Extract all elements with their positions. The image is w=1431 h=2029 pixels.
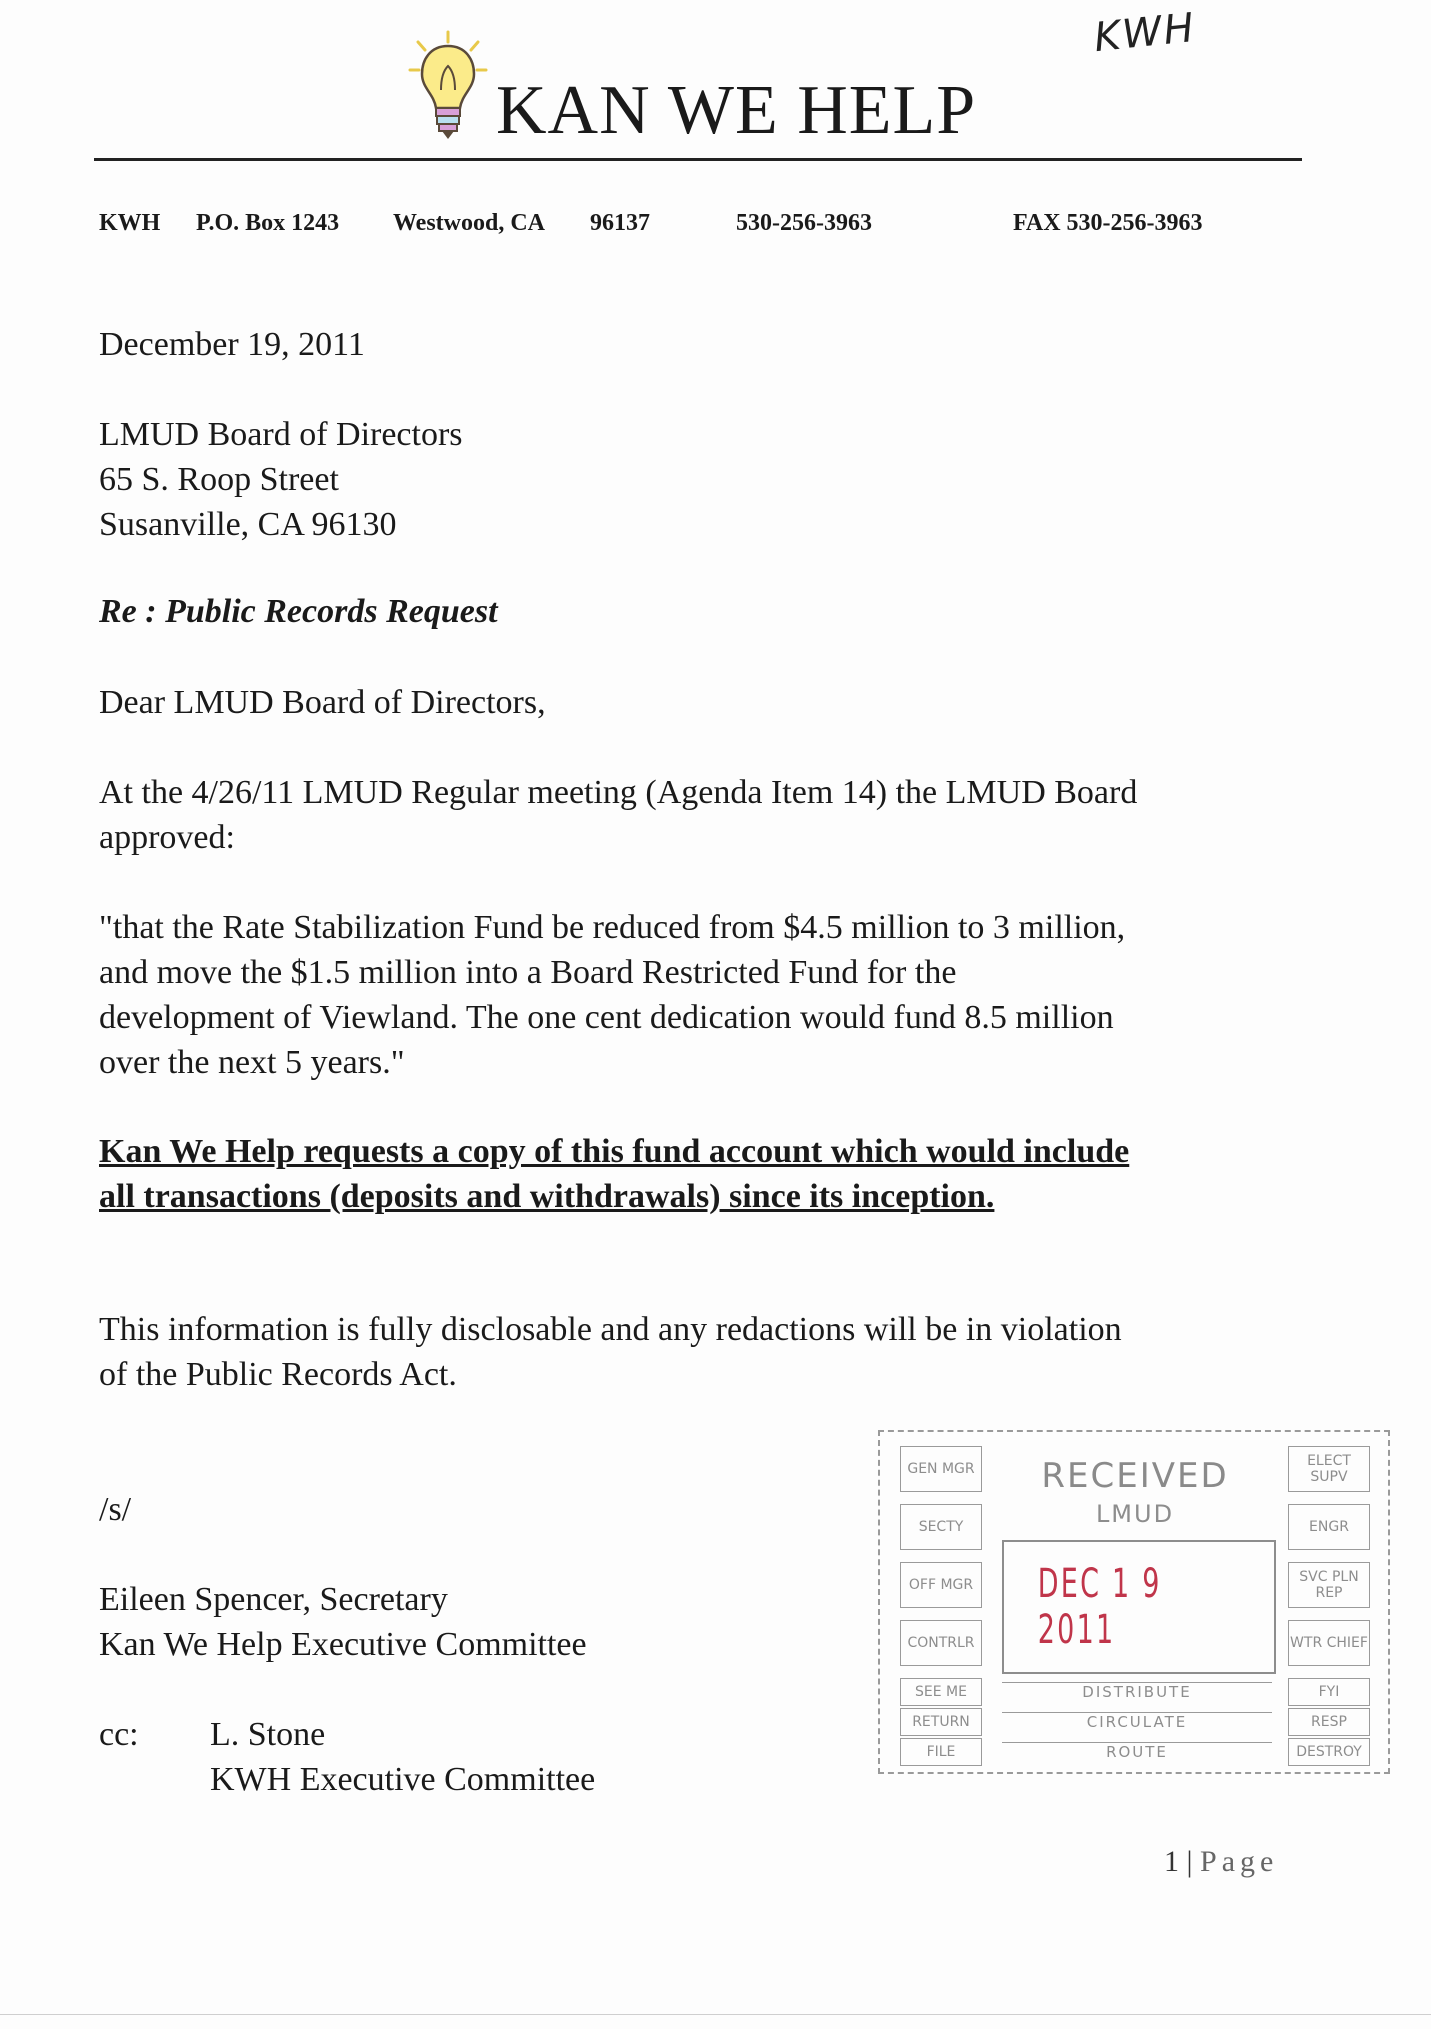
stamp-box-svc-pln-rep: SVC PLN REP <box>1288 1562 1370 1608</box>
stamp-box-return: RETURN <box>900 1708 982 1736</box>
quote-line-4: over the next 5 years." <box>99 1044 405 1081</box>
org-title: KAN WE HELP <box>496 72 977 149</box>
recipient-line-3: Susanville, CA 96130 <box>99 506 397 543</box>
signature-mark: /s/ <box>99 1491 132 1528</box>
scan-bottom-edge <box>0 2014 1431 2015</box>
signer-org: Kan We Help Executive Committee <box>99 1626 587 1663</box>
stamp-box-contrlr: CONTRLR <box>900 1620 982 1666</box>
request-line-1: Kan We Help requests a copy of this fund account which would include <box>99 1133 1130 1170</box>
contact-zip: 96137 <box>590 210 650 236</box>
stamp-box-off-mgr: OFF MGR <box>900 1562 982 1608</box>
stamp-box-secty: SECTY <box>900 1504 982 1550</box>
para2-line-1: This information is fully disclosable and any redactions will be in violation <box>99 1311 1122 1348</box>
stamp-box-resp: RESP <box>1288 1708 1370 1736</box>
para2-line-2: of the Public Records Act. <box>99 1356 457 1393</box>
letter-date: December 19, 2011 <box>99 326 365 363</box>
stamp-box-see-me: SEE ME <box>900 1678 982 1706</box>
page-label: Page <box>1200 1845 1279 1878</box>
stamp-box-elect-supv: ELECT SUPV <box>1288 1446 1370 1492</box>
cc-recipient-1: L. Stone <box>210 1716 326 1753</box>
stamp-box-destroy: DESTROY <box>1288 1738 1370 1766</box>
para1-line-1: At the 4/26/11 LMUD Regular meeting (Agenda Item 14) the LMUD Board <box>99 774 1138 811</box>
received-stamp <box>878 1430 1390 1774</box>
contact-po-box: P.O. Box 1243 <box>196 210 340 236</box>
page-number: 1 | Page <box>1164 1845 1279 1878</box>
salutation: Dear LMUD Board of Directors, <box>99 684 546 721</box>
contact-city: Westwood, CA <box>393 210 546 236</box>
contact-abbr: KWH <box>99 210 161 236</box>
stamp-received: RECEIVED <box>1041 1456 1229 1496</box>
handwritten-note: KWH <box>1091 4 1198 62</box>
header-divider <box>94 158 1302 161</box>
cc-label: cc: <box>99 1716 139 1753</box>
request-line-2: all transactions (deposits and withdrawals) since its inception. <box>99 1178 995 1215</box>
cc-recipient-2: KWH Executive Committee <box>210 1761 596 1798</box>
lightbulb-logo-icon <box>408 30 488 142</box>
stamp-circulate: CIRCULATE <box>1002 1712 1272 1731</box>
stamp-box-wtr-chief: WTR CHIEF <box>1288 1620 1370 1666</box>
quote-line-2: and move the $1.5 million into a Board Restricted Fund for the <box>99 954 957 991</box>
contact-fax: FAX 530-256-3963 <box>1013 210 1203 236</box>
contact-phone: 530-256-3963 <box>736 210 872 236</box>
stamp-route: ROUTE <box>1002 1742 1272 1761</box>
stamp-distribute: DISTRIBUTE <box>1002 1682 1272 1701</box>
stamp-box-engr: ENGR <box>1288 1504 1370 1550</box>
stamp-box-fyi: FYI <box>1288 1678 1370 1706</box>
quote-line-1: "that the Rate Stabilization Fund be reduced from $4.5 million to 3 million, <box>99 909 1126 946</box>
subject-line: Re : Public Records Request <box>99 593 498 630</box>
recipient-line-1: LMUD Board of Directors <box>99 416 463 453</box>
stamp-date-box <box>1002 1540 1276 1674</box>
stamp-date: DEC 1 9 2011 <box>1037 1561 1162 1653</box>
signer-name: Eileen Spencer, Secretary <box>99 1581 448 1618</box>
recipient-line-2: 65 S. Roop Street <box>99 461 339 498</box>
quote-line-3: development of Viewland. The one cent dedication would fund 8.5 million <box>99 999 1114 1036</box>
page-number-value: 1 <box>1164 1845 1179 1878</box>
para1-line-2: approved: <box>99 819 235 856</box>
stamp-box-file: FILE <box>900 1738 982 1766</box>
stamp-box-gen-mgr: GEN MGR <box>900 1446 982 1492</box>
stamp-org: LMUD <box>1095 1500 1175 1528</box>
